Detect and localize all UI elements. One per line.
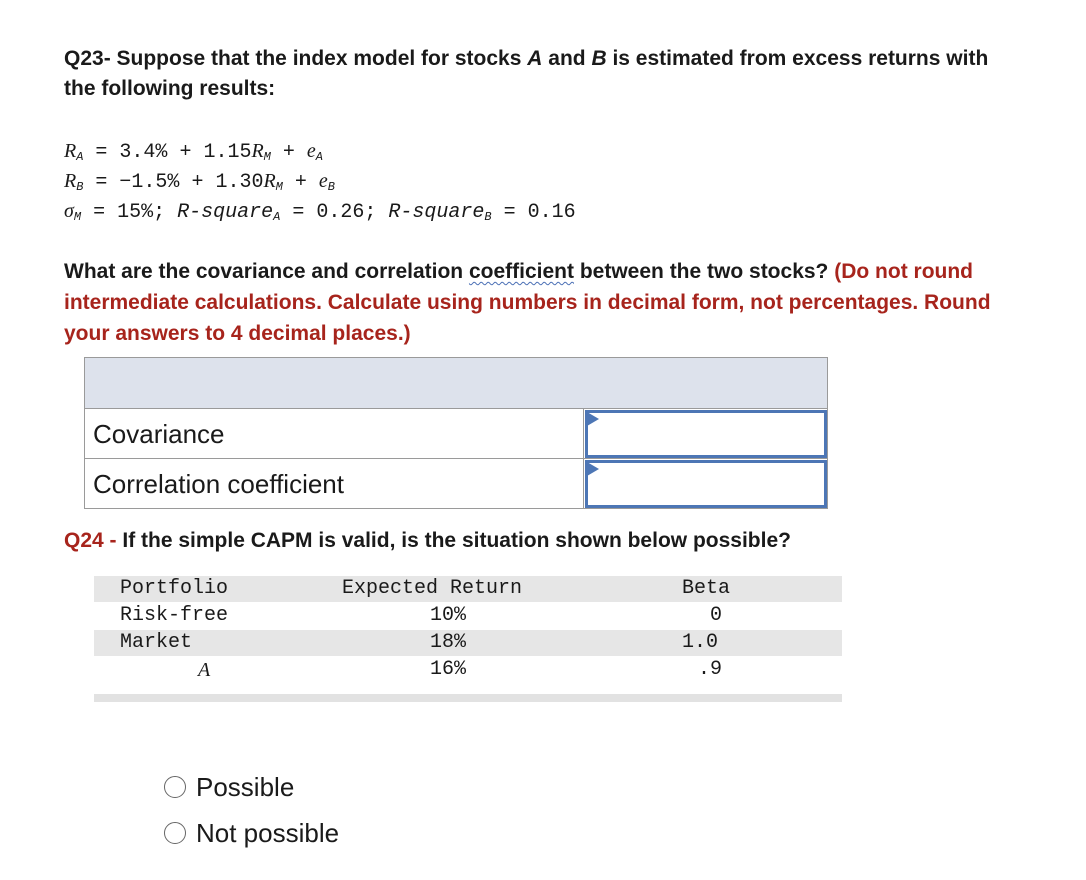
q23-title: Q23- Suppose that the index model for stocks A and B is estimated from excess returns with the following results: <box>64 47 989 100</box>
correlation-label: Correlation coefficient <box>93 469 344 499</box>
covariance-label: Covariance <box>93 419 225 449</box>
capm-table <box>94 576 842 702</box>
q23-instruction: (Do not round intermediate calculations. Calculate using numbers in decimal form, not percentages. Round your answers to 4 decimal places.) <box>64 260 991 345</box>
table-bottom-bar <box>94 694 842 702</box>
radio-circle-icon[interactable] <box>164 822 186 844</box>
table-row <box>85 408 827 458</box>
equation-rb: $R_B = -1.5\% + 1.30R_M + e_B$ <box>64 170 335 194</box>
capm-table-header: Portfolio Expected Return Beta <box>94 576 842 602</box>
covariance-input[interactable] <box>585 410 827 458</box>
option-not-possible[interactable]: Not possible <box>164 818 339 848</box>
q24-title: Q24 - If the simple CAPM is valid, is the situation shown below possible? <box>64 529 791 552</box>
answer-table <box>84 357 828 509</box>
answer-table-header <box>85 358 827 409</box>
correlation-input[interactable] <box>585 460 827 508</box>
equation-sigma-rsquare: $\sigma_M = 15\%$; R-square$_A$ = 0.26; R-square$_B$ = 0.16 <box>64 200 576 224</box>
table-row <box>85 458 827 508</box>
q23-question: What are the covariance and correlation coefficient between the two stocks? (Do not round intermediate calculations. Calculate using numbers in decimal form, not percentages. Round your answers to 4 decimal places.) <box>64 260 991 345</box>
input-marker-icon <box>587 412 599 426</box>
spellcheck-word: coefficient <box>468 260 574 283</box>
table-row: A 16% .9 <box>198 658 723 681</box>
equation-ra: $R_A = 3.4\% + 1.15R_M + e_A$ <box>64 140 323 164</box>
option-possible[interactable]: Possible <box>164 772 294 802</box>
radio-circle-icon[interactable] <box>164 776 186 798</box>
table-row: Risk-free 10% 0 <box>120 604 723 627</box>
input-marker-icon <box>587 462 599 476</box>
table-row: Market 18% 1.0 <box>94 630 842 656</box>
